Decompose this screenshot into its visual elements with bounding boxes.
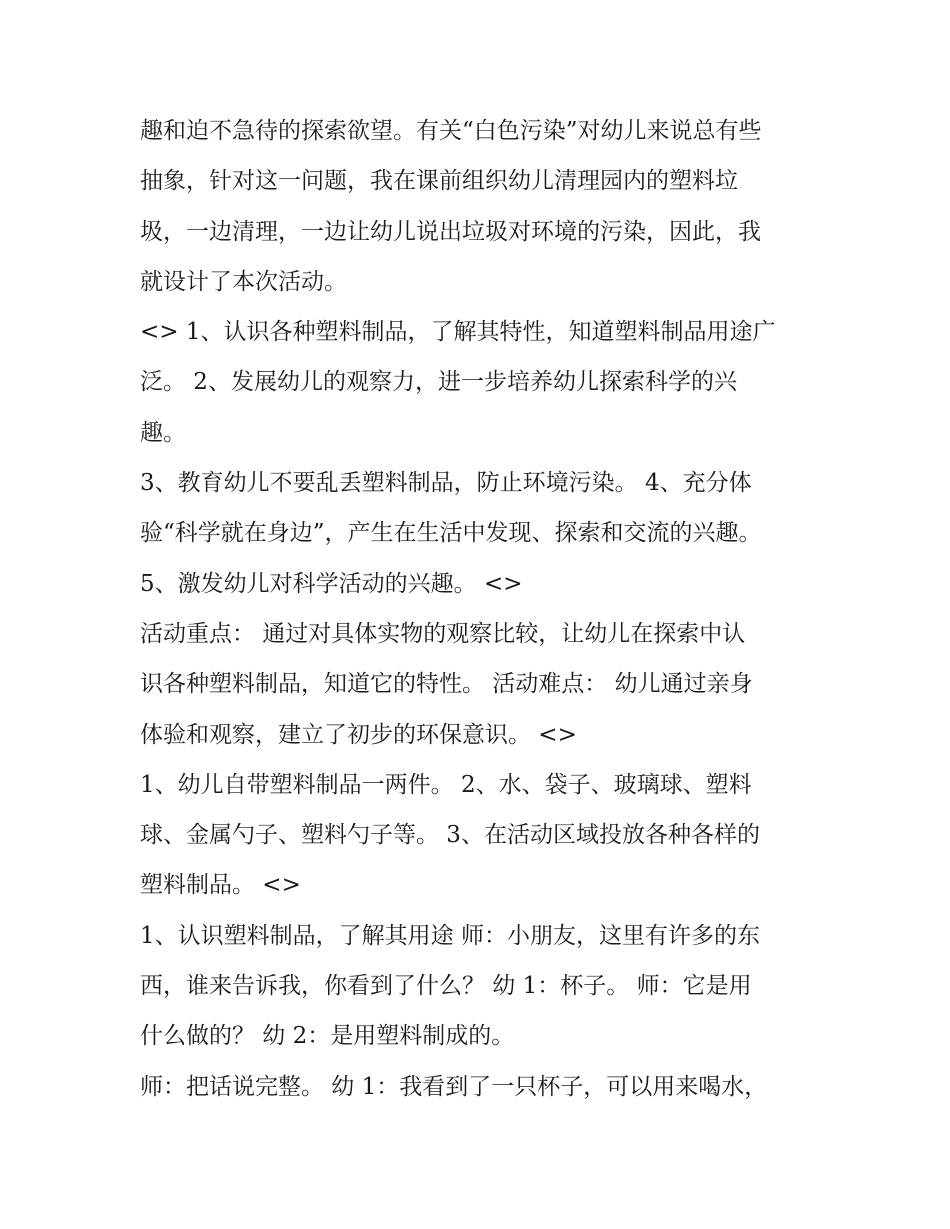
text-line: 就设计了本次活动。 <box>140 268 347 295</box>
text-line: 3、教育幼儿不要乱丢塑料制品，防止环境污染。 4、充分体 <box>140 470 752 497</box>
text-line: 体验和观察，建立了初步的环保意识。 <> <box>140 721 577 748</box>
text-line: 什么做的？ 幼 2：是用塑料制成的。 <box>140 1023 515 1050</box>
text-line: 趣和迫不急待的探索欲望。有关“白色污染”对幼儿来说总有些 <box>140 118 762 144</box>
text-line: 1、认识塑料制品，了解其用途 师：小朋友，这里有许多的东 <box>140 922 760 949</box>
text-line: 5、激发幼儿对科学活动的兴趣。 <> <box>140 570 523 597</box>
text-line: <> 1、认识各种塑料制品，了解其特性，知道塑料制品用途广 <box>140 319 776 346</box>
document-body <box>140 106 820 1112</box>
text-line: 球、金属勺子、塑料勺子等。 3、在活动区域投放各种各样的 <box>140 822 760 849</box>
text-line: 1、幼儿自带塑料制品一两件。 2、水、袋子、玻璃球、塑料 <box>140 771 752 798</box>
text-line: 活动重点： 通过对具体实物的观察比较，让幼儿在探索中认 <box>140 620 746 647</box>
text-line: 师：把话说完整。 幼 1：我看到了一只杯子，可以用来喝水， <box>140 1073 768 1100</box>
text-line: 泛。 2、发展幼儿的观察力，进一步培养幼儿探索科学的兴 <box>140 369 737 396</box>
text-line: 西，谁来告诉我，你看到了什么？ 幼 1：杯子。 师：它是用 <box>140 973 752 1000</box>
text-line: 识各种塑料制品，知道它的特性。 活动难点： 幼儿通过亲身 <box>140 671 753 698</box>
text-line: 圾，一边清理，一边让幼儿说出垃圾对环境的污染，因此，我 <box>140 218 761 245</box>
text-line: 验“科学就在身边”，产生在生活中发现、探索和交流的兴趣。 <box>140 520 762 547</box>
text-line: 趣。 <box>140 419 186 446</box>
text-line: 抽象，针对这一问题，我在课前组织幼儿清理园内的塑料垃 <box>140 168 738 195</box>
text-line: 塑料制品。 <> <box>140 872 301 899</box>
